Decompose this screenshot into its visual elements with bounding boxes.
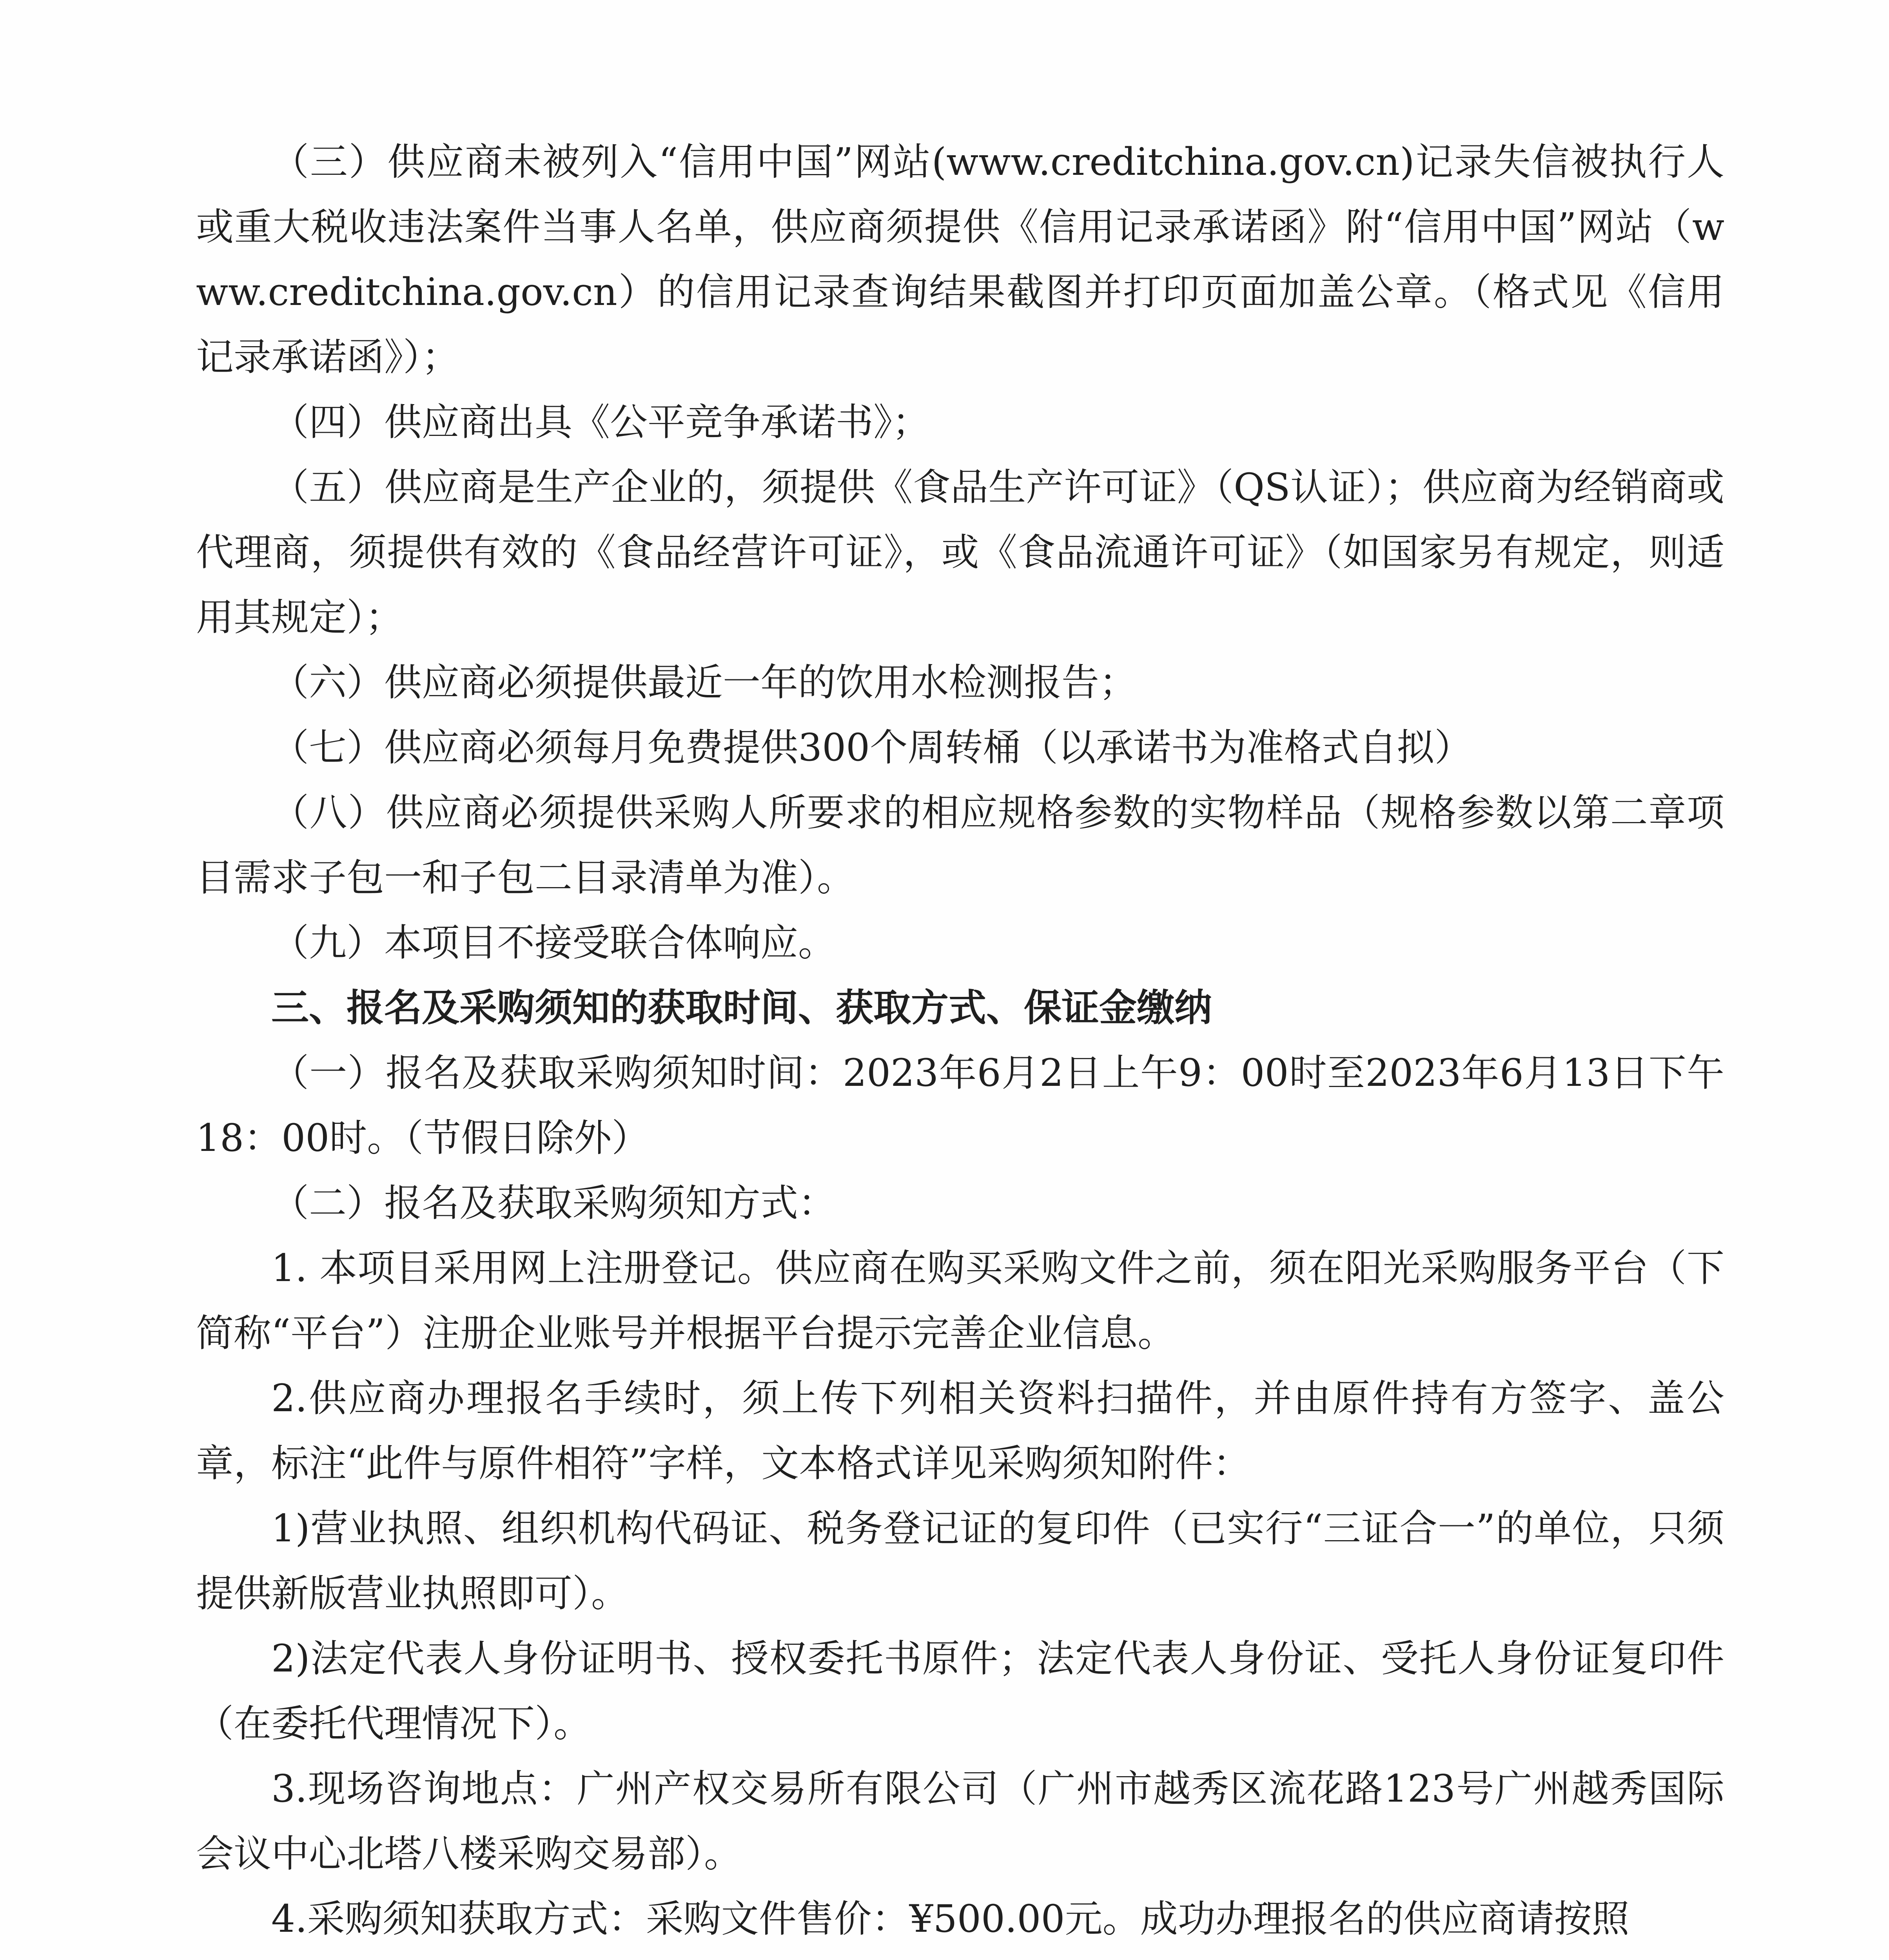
paragraph-credit-record: （三）供应商未被列入“信用中国”网站(www.creditchina.gov.cn)记录失信被执行人或重大税收违法案件当事人名单，供应商须提供《信用记录承诺函》附“信用中国”网站（www.creditchina.gov.cn）的信用记录查询结果截图并打印页面加盖公章。（格式见《信用记录承诺函》）； [196, 140, 1724, 379]
paragraph-upload-documents: 2.供应商办理报名手续时，须上传下列相关资料扫描件，并由原件持有方签字、盖公章，标注“此件与原件相符”字样，文本格式详见采购须知附件： [196, 1376, 1724, 1485]
paragraph-fee-line-2 [196, 1951, 1724, 1960]
paragraph-buckets: （七）供应商必须每月免费提供300个周转桶（以承诺书为准格式自拟） [271, 726, 1472, 769]
paragraph-fee-line-1: 4.采购须知获取方式：采购文件售价：¥500.00元。成功办理报名的供应商请按照 [271, 1897, 1630, 1941]
paragraph-registration-method: （二）报名及获取采购须知方式： [271, 1181, 836, 1225]
paragraph-legal-representative: 2)法定代表人身份证明书、授权委托书原件；法定代表人身份证、受托人身份证复印件（在委托代理情况下）。 [196, 1637, 1724, 1746]
paragraph-consult-location: 3.现场咨询地点：广州产权交易所有限公司（广州市越秀区流花路123号广州越秀国际会议中心北塔八楼采购交易部）。 [196, 1767, 1724, 1876]
paragraph-water-test: （六）供应商必须提供最近一年的饮用水检测报告； [271, 661, 1137, 704]
paragraph-online-registration: 1. 本项目采用网上注册登记。供应商在购买采购文件之前，须在阳光采购服务平台（下简称“平台”）注册企业账号并根据平台提示完善企业信息。 [196, 1246, 1724, 1355]
paragraph-samples: （八）供应商必须提供采购人所要求的相应规格参数的实物样品（规格参数以第二章项目需求子包一和子包二目录清单为准）。 [196, 791, 1724, 900]
section-3-heading: 三、报名及采购须知的获取时间、获取方式、保证金缴纳 [271, 986, 1212, 1030]
paragraph-registration-time: （一）报名及获取采购须知时间：2023年6月2日上午9：00时至2023年6月13日下午18：00时。（节假日除外） [196, 1051, 1724, 1160]
paragraph-no-consortium: （九）本项目不接受联合体响应。 [271, 921, 836, 965]
paragraph-fair-competition: （四）供应商出具《公平竞争承诺书》； [271, 400, 930, 444]
paragraph-business-license: 1)营业执照、组织机构代码证、税务登记证的复印件（已实行“三证合一”的单位，只须提供新版营业执照即可）。 [196, 1506, 1724, 1615]
paragraph-food-license: （五）供应商是生产企业的，须提供《食品生产许可证》（QS认证）；供应商为经销商或代理商，须提供有效的《食品经营许可证》，或《食品流通许可证》（如国家另有规定，则适用其规定）； [196, 465, 1724, 639]
